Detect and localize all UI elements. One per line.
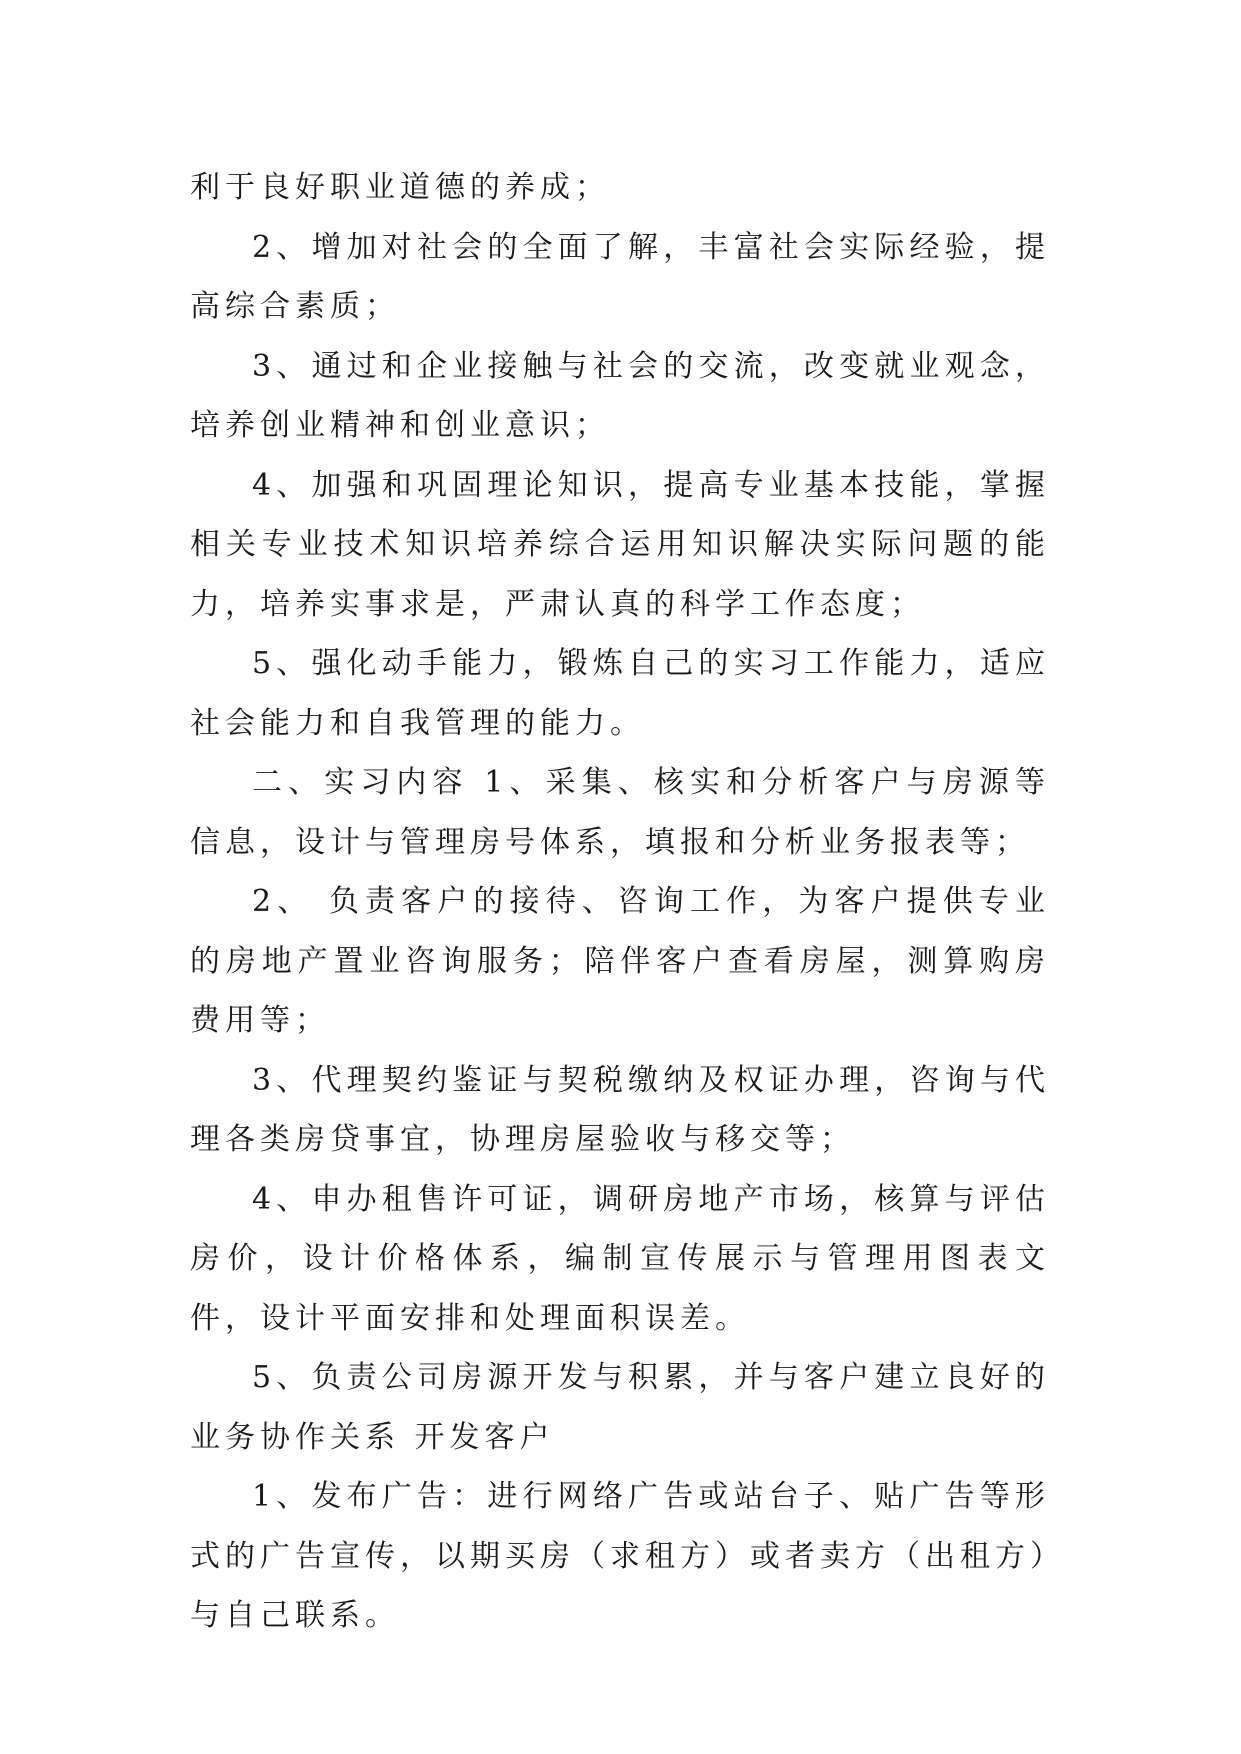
paragraph-client-1: 1、发布广告：进行网络广告或站台子、贴广告等形式的广告宣传，以期买房（求租方）或者卖方（出租方）与自己联系。: [190, 1479, 1050, 1633]
document-body: [190, 158, 1050, 1646]
paragraph-content-5: 5、负责公司房源开发与积累，并与客户建立良好的业务协作关系 开发客户: [190, 1360, 1050, 1455]
paragraph-goal-3: 3、通过和企业接触与社会的交流，改变就业观念，培养创业精神和创业意识；: [190, 348, 1050, 443]
paragraph-content-2: 2、 负责客户的接待、咨询工作，为客户提供专业的房地产置业咨询服务；陪伴客户查看房屋，测算购房费用等；: [190, 884, 1050, 1038]
paragraph-content-3: 3、代理契约鉴证与契税缴纳及权证办理，咨询与代理各类房贷事宜，协理房屋验收与移交等；: [190, 1062, 1050, 1157]
paragraph-content-4: 4、申办租售许可证，调研房地产市场，核算与评估房价，设计价格体系，编制宣传展示与管理用图表文件，设计平面安排和处理面积误差。: [190, 1181, 1050, 1336]
paragraph-goal-4: 4、加强和巩固理论知识，提高专业基本技能，掌握相关专业技术知识培养综合运用知识解决实际问题的能力，培养实事求是，严肃认真的科学工作态度；: [190, 467, 1050, 622]
paragraph-goal-2: 2、增加对社会的全面了解，丰富社会实际经验，提高综合素质；: [190, 229, 1050, 324]
paragraph-content-heading: 二、实习内容 1、采集、核实和分析客户与房源等信息，设计与管理房号体系，填报和分析业务报表等；: [190, 765, 1050, 860]
paragraph-goal-5: 5、强化动手能力，锻炼自己的实习工作能力，适应社会能力和自我管理的能力。: [190, 646, 1050, 741]
paragraph-continuation: 利于良好职业道德的养成；: [190, 170, 610, 205]
